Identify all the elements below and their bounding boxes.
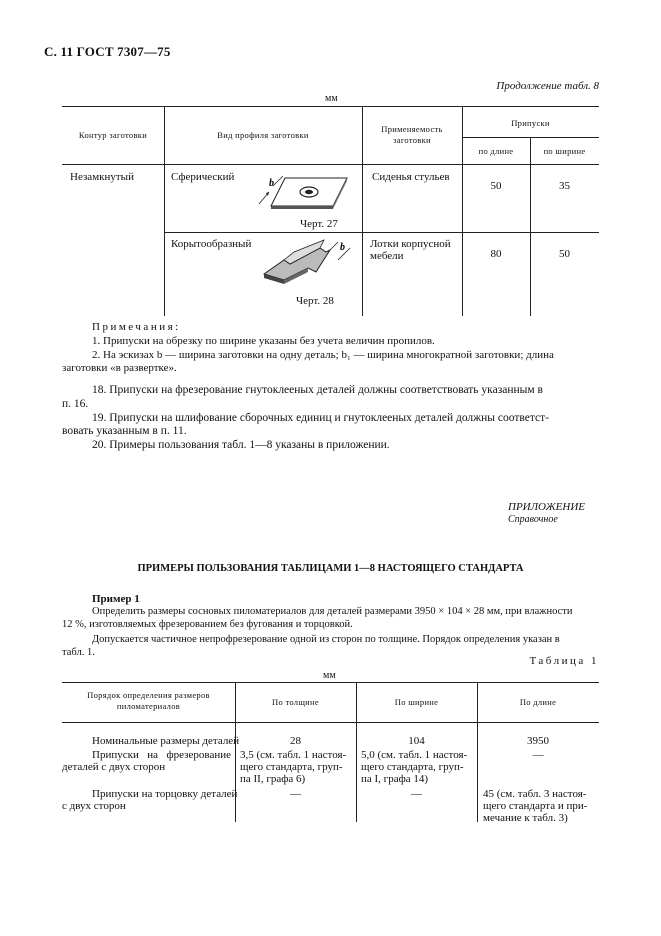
row2-by-length: 80 [490,248,502,260]
example-line1: Определить размеры сосновых пиломатериалов для деталей размерами 3950 × 104 × 28 мм, при влажности [92,606,573,617]
t1-row3-length: 45 (см. табл. 3 настоя- щего стандарта и при- мечание к табл. 3) [483,788,588,824]
t1-row1-width: 104 [408,735,425,747]
spherical-blank-drawing [255,168,355,212]
t1-row1-length: 3950 [527,735,549,747]
t1-row2-label-line2: деталей с двух сторон [62,761,166,773]
dimension-b-label: b [340,242,345,253]
row1-contour: Незамкнутый [70,171,134,183]
table1-unit: мм [323,670,336,681]
th-contour: Контур заготовки [78,130,148,140]
drawing-27-caption: Черт. 27 [300,218,338,230]
th-applicability: Применяемость заготовки [381,124,443,145]
unit-label: мм [325,93,338,104]
example-line4: табл. 1. [62,647,95,658]
paragraph-18-line1: 18. Припуски на фрезерование гнутоклееных деталей должны соответствовать указанным в [92,384,543,396]
row1-by-length: 50 [490,180,502,192]
paragraph-19-line2: вовать указанным в п. 11. [62,425,187,437]
row2-applicability: Лотки корпусной мебели [370,238,451,262]
t1-row2-label-line1: Припуски на фрезерование [92,749,231,761]
example-line3: Допускается частичное непрофрезерование одной из сторон по толщине. Порядок определения указан в [92,634,560,645]
row2-by-width: 50 [559,248,570,260]
th-by-length: по длине [478,146,514,156]
note-2-line2: заготовки «в развертке». [62,362,177,374]
row1-profile: Сферический [171,171,235,183]
trough-blank-drawing [258,238,358,292]
t1-row2-length: — [532,749,544,761]
notes-title: Примечания: [92,321,181,333]
t1-row2-width: 5,0 (см. табл. 1 настоя- щего стандарта, груп- па I, графа 14) [361,749,468,785]
paragraph-20: 20. Примеры пользования табл. 1—8 указаны в приложении. [92,439,390,451]
example-heading: Пример 1 [92,593,140,605]
th-width: По ширине [394,697,439,707]
drawing-28-caption: Черт. 28 [296,295,334,307]
row1-by-width: 35 [559,180,570,192]
paragraph-18-line2: п. 16. [62,398,89,410]
th-profile: Вид профиля заготовки [217,130,309,140]
example-line2: 12 %, изготовляемых фрезерованием без фугования и торцовкой. [62,619,353,630]
t1-row3-label-line2: с двух сторон [62,800,126,812]
paragraph-19-line1: 19. Припуски на шлифование сборочных единиц и гнутоклееных деталей должны соответст- [92,412,549,424]
th-thickness: По толщине [272,697,319,707]
t1-row3-label-line1: Припуски на торцовку деталей [92,788,238,800]
table1-caption: Таблица 1 [529,655,599,667]
th-allowances: Припуски [511,118,550,128]
th-length: По длине [519,697,557,707]
t1-row1-thickness: 28 [290,735,301,747]
appendix-title: ПРИМЕРЫ ПОЛЬЗОВАНИЯ ТАБЛИЦАМИ 1—8 НАСТОЯЩЕГО СТАНДАРТА [137,563,524,574]
t1-row3-thickness: — [290,788,301,800]
row1-applicability: Сиденья стульев [372,171,450,183]
t1-row1-label: Номинальные размеры деталей [92,735,240,747]
th-by-width: по ширине [543,146,586,156]
table-continuation: Продолжение табл. 8 [496,80,599,92]
appendix-label: ПРИЛОЖЕНИЕ [508,501,585,513]
t1-row2-thickness: 3,5 (см. табл. 1 настоя- щего стандарта, груп- па II, графа 6) [240,749,347,785]
th-order: Порядок определения размеров пиломатериалов [87,690,210,711]
appendix-sub: Справочное [508,514,558,525]
note-2-line1: 2. На эскизах b — ширина заготовки на одну деталь; b₁ — ширина многократной заготовки; длина [92,349,554,361]
dimension-b-label: b [269,178,274,189]
page-header: С. 11 ГОСТ 7307—75 [44,44,171,59]
t1-row3-width: — [411,788,422,800]
row2-profile: Корытообразный [171,238,252,250]
note-1: 1. Припуски на обрезку по ширине указаны без учета величин пропилов. [92,335,435,347]
